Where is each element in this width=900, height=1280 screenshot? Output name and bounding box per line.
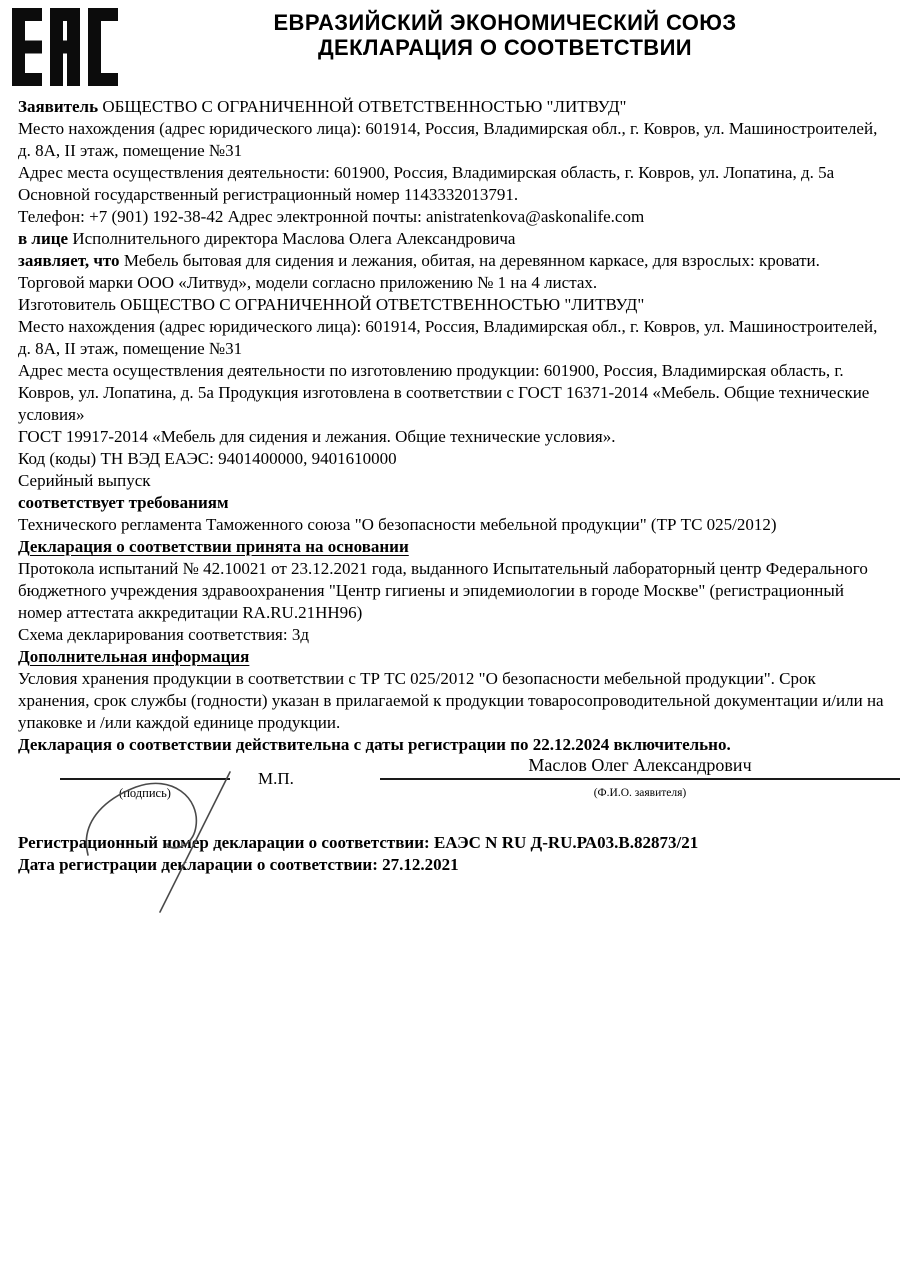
gost-line: ГОСТ 19917-2014 «Мебель для сидения и лежания. Общие технические условия». [18, 427, 616, 446]
represented-by-value: Исполнительного директора Маслова Олега Александровича [72, 229, 516, 248]
document-header [0, 0, 900, 96]
applicant-ogrn: Основной государственный регистрационный номер 1143332013791. [18, 185, 519, 204]
document-body [0, 96, 900, 876]
basis-scheme: Схема декларирования соответствия: 3д [18, 625, 309, 644]
signature-caption: (подпись) [119, 786, 171, 800]
applicant-legal-address: Место нахождения (адрес юридического лица): 601914, Россия, Владимирская обл., г. Ковров, ул. Машиностроителей, д. 8А, II этаж, помещение №31 [18, 119, 878, 160]
registration-number-value: ЕАЭС N RU Д-RU.РА03.В.82873/21 [433, 833, 699, 852]
eac-logo-icon [12, 8, 118, 86]
applicant-label: Заявитель [18, 97, 99, 116]
stamp-placeholder: М.П. [258, 769, 294, 788]
signer-name: Маслов Олег Александрович [528, 755, 752, 775]
applicant-name: ОБЩЕСТВО С ОГРАНИЧЕННОЙ ОТВЕТСТВЕННОСТЬЮ "ЛИТВУД" [102, 97, 627, 116]
basis-heading: Декларация о соответствии принята на основании [18, 537, 409, 556]
doc-type: ДЕКЛАРАЦИЯ О СООТВЕТСТВИИ [317, 35, 693, 60]
manufacturer-label: Изготовитель [18, 295, 116, 314]
manufacturer-line [18, 294, 886, 316]
manufacturer-name: ОБЩЕСТВО С ОГРАНИЧЕННОЙ ОТВЕТСТВЕННОСТЬЮ "ЛИТВУД" [120, 295, 645, 314]
registration-date-line [18, 854, 886, 876]
product-description: Мебель бытовая для сидения и лежания, обитая, на деревянном каркасе, для взрослых: кровати. Торговой марки ООО «Литвуд», модели согласно приложению № 1 на 4 листах. [18, 251, 820, 292]
registration-number-label: Регистрационный номер декларации о соответствии: [18, 833, 430, 852]
applicant-activity-address: Адрес места осуществления деятельности: 601900, Россия, Владимирская область, г. Ковров, ул. Лопатина, д. 5а [18, 163, 835, 182]
additional-body: Условия хранения продукции в соответствии с ТР ТС 025/2012 "О безопасности мебельной продукции". Срок хранения, срок службы (годности) указан в прилагаемой к продукции товаросопроводительной документации и/или на упаковке и /или каждой единице продукции. [18, 669, 884, 732]
document-title [130, 10, 880, 60]
declares-line [18, 250, 886, 294]
declares-label: заявляет, что [18, 251, 120, 270]
tn-ved-line: Код (коды) ТН ВЭД ЕАЭС: 9401400000, 9401610000 [18, 449, 397, 468]
union-name: ЕВРАЗИЙСКИЙ ЭКОНОМИЧЕСКИЙ СОЮЗ [273, 10, 737, 35]
signature-line [60, 778, 230, 780]
manufacturer-production-address: Адрес места осуществления деятельности по изготовлению продукции: 601900, Россия, Владимирская область, г. Ковров, ул. Лопатина, д. 5а Продукция изготовлена в соответствии с ГОСТ 16371-2014 «Мебель. Общие технические условия» [18, 361, 870, 424]
compliance-heading: соответствует требованиям [18, 493, 229, 512]
registration-date-value: 27.12.2021 [382, 855, 459, 874]
applicant-line [18, 96, 886, 118]
represented-by-line [18, 228, 886, 250]
basis-protocol: Протокола испытаний № 42.10021 от 23.12.2021 года, выданного Испытательный лабораторный центр Федерального бюджетного учреждения здравоохранения "Центр гигиены и эпидемиологии в городе Москве" (регистрационный номер аттестата аккредитации RA.RU.21НН96) [18, 559, 868, 622]
applicant-contacts: Телефон: +7 (901) 192-38-42 Адрес электронной почты: anistratenkova@askonalife.com [18, 207, 645, 226]
signer-caption: (Ф.И.О. заявителя) [593, 787, 687, 799]
signature-section [18, 756, 886, 832]
additional-heading: Дополнительная информация [18, 647, 250, 666]
compliance-body: Технического регламента Таможенного союза "О безопасности мебельной продукции" (ТР ТС 025/2012) [18, 515, 777, 534]
represented-by-label: в лице [18, 229, 69, 248]
signer-name-line [380, 778, 900, 780]
release-type-line: Серийный выпуск [18, 471, 151, 490]
manufacturer-legal-address: Место нахождения (адрес юридического лица): 601914, Россия, Владимирская обл., г. Ковров, ул. Машиностроителей, д. 8А, II этаж, помещение №31 [18, 317, 878, 358]
registration-number-line [18, 832, 886, 854]
registration-date-label: Дата регистрации декларации о соответствии: [18, 855, 378, 874]
validity-line: Декларация о соответствии действительна с даты регистрации по 22.12.2024 включительно. [18, 735, 731, 754]
